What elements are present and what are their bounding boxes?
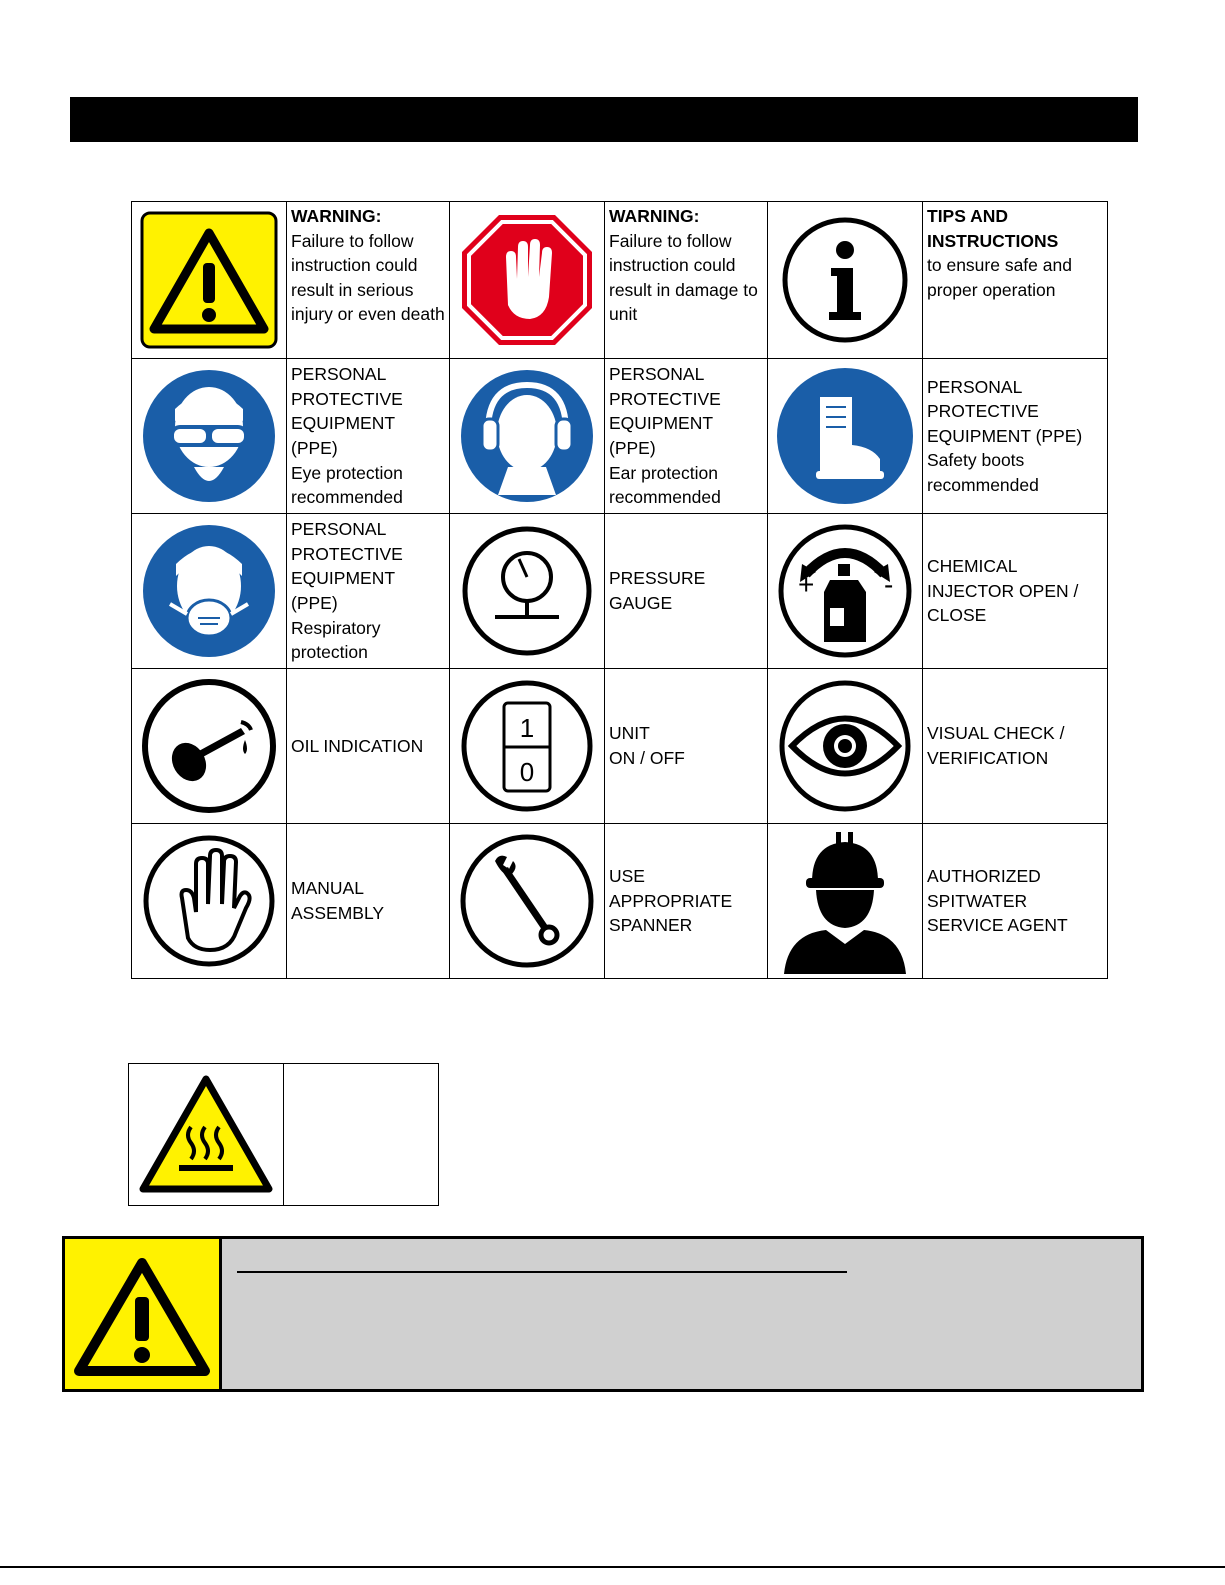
symbol-line: PRESSURE [609, 568, 706, 589]
hand-icon [132, 834, 286, 968]
warning-triangle-icon [65, 1239, 219, 1389]
eye-protection-icon [132, 369, 286, 503]
symbol-text-cell [287, 202, 450, 359]
symbol-line: (PPE) [609, 438, 656, 458]
ear-protection-icon [450, 369, 604, 503]
symbol-title: WARNING: [609, 206, 700, 226]
warning-callout-box [62, 1236, 1144, 1392]
symbol-icon-cell [768, 824, 923, 979]
symbol-text-cell [287, 359, 450, 514]
symbol-icon-cell [132, 824, 287, 979]
info-icon [768, 216, 922, 344]
symbol-line: PROTECTIVE [291, 543, 403, 564]
symbol-line: VISUAL CHECK / [927, 723, 1065, 744]
symbol-text-cell [923, 514, 1108, 669]
symbol-icon-cell [450, 202, 605, 359]
chemical-injector-icon [768, 524, 922, 658]
symbol-text-cell [923, 824, 1108, 979]
symbol-line: protection [291, 642, 368, 663]
symbol-line: instruction could [291, 255, 418, 276]
symbol-title: WARNING: [291, 206, 382, 226]
symbol-line: AUTHORIZED [927, 866, 1041, 887]
symbol-line: EQUIPMENT [291, 568, 396, 589]
symbol-icon-cell [768, 514, 923, 669]
symbol-line: UNIT [609, 723, 650, 744]
symbol-text-cell [287, 514, 450, 669]
symbol-line: EQUIPMENT [609, 413, 714, 434]
symbol-line: ON / OFF [609, 748, 685, 768]
symbol-line: GAUGE [609, 593, 673, 613]
symbol-line: Eye protection [291, 462, 403, 483]
symbol-icon-cell [450, 669, 605, 824]
symbol-line: recommended [927, 474, 1039, 495]
symbol-line: SERVICE AGENT [927, 915, 1068, 936]
symbol-line: PERSONAL [291, 364, 387, 385]
symbol-line: Ear protection [609, 462, 718, 483]
symbol-icon-cell [768, 669, 923, 824]
symbol-line: result in damage to [609, 279, 758, 300]
symbol-icon-cell [450, 359, 605, 514]
symbol-text-cell [605, 824, 768, 979]
pressure-gauge-icon [450, 525, 604, 657]
symbol-icon-cell [132, 669, 287, 824]
symbol-text-cell [923, 669, 1108, 824]
symbol-text-cell [923, 359, 1108, 514]
symbol-line: EQUIPMENT [291, 413, 396, 434]
service-agent-icon [768, 828, 922, 974]
symbol-text-cell [287, 669, 450, 824]
warning-callout-icon-box [65, 1239, 222, 1389]
symbol-line: Respiratory [291, 617, 381, 638]
footer-rule [0, 1566, 1225, 1568]
symbol-line: PERSONAL [291, 519, 387, 540]
safety-symbols-table [131, 201, 1108, 979]
symbol-line: Failure to follow [291, 230, 414, 251]
injector-plus-sign: + [798, 569, 815, 600]
symbol-line: SPITWATER [927, 890, 1028, 911]
symbol-line: EQUIPMENT (PPE) [927, 425, 1083, 446]
symbol-line: CLOSE [927, 605, 987, 626]
symbol-line: PERSONAL [609, 364, 705, 385]
symbol-text-cell [605, 514, 768, 669]
symbol-line: PROTECTIVE [291, 388, 403, 409]
symbol-line: result in serious [291, 279, 414, 300]
symbol-text-cell [605, 359, 768, 514]
symbol-line: PERSONAL [927, 376, 1023, 397]
switch-off-label: 0 [519, 757, 535, 787]
eye-icon [768, 679, 922, 813]
symbol-line: PROTECTIVE [609, 388, 721, 409]
hot-surface-text-cell [284, 1064, 439, 1206]
symbol-icon-cell [132, 202, 287, 359]
hot-surface-icon-cell [129, 1064, 284, 1206]
symbol-line: SPANNER [609, 915, 693, 936]
symbol-line: (PPE) [291, 438, 338, 458]
symbol-line: proper operation [927, 279, 1056, 300]
symbol-line: APPROPRIATE [609, 890, 733, 911]
symbol-icon-cell [132, 359, 287, 514]
oil-can-icon [132, 678, 286, 814]
symbol-line: PROTECTIVE [927, 401, 1039, 422]
symbol-icon-cell [768, 202, 923, 359]
symbol-icon-cell [132, 514, 287, 669]
on-off-switch-icon [450, 679, 604, 813]
symbol-line: to ensure safe and [927, 255, 1072, 276]
respirator-icon [132, 524, 286, 658]
symbol-text-cell [287, 824, 450, 979]
symbol-line: recommended [609, 487, 721, 508]
symbol-icon-cell [450, 824, 605, 979]
symbol-line: recommended [291, 487, 403, 508]
symbol-title: TIPS AND INSTRUCTIONS [927, 206, 1059, 251]
injector-minus-sign: - [884, 569, 894, 600]
symbol-line: INJECTOR OPEN / [927, 580, 1079, 601]
symbol-line: MANUAL [291, 878, 364, 899]
stop-hand-icon [450, 213, 604, 347]
symbol-line: injury or even death [291, 304, 445, 325]
warning-heading-underline [237, 1271, 847, 1273]
symbol-line: OIL INDICATION [291, 735, 424, 756]
warning-triangle-icon [132, 211, 286, 349]
symbol-text-cell [605, 669, 768, 824]
symbol-line: Failure to follow [609, 230, 732, 251]
hot-surface-table [128, 1063, 439, 1206]
symbol-line: instruction could [609, 255, 736, 276]
symbol-line: (PPE) [291, 593, 338, 613]
safety-boot-icon [768, 367, 922, 505]
symbol-line: unit [609, 304, 638, 325]
symbol-text-cell [923, 202, 1108, 359]
symbol-line: USE [609, 866, 645, 887]
symbol-line: VERIFICATION [927, 748, 1049, 768]
switch-on-label: 1 [519, 713, 535, 743]
symbol-line: CHEMICAL [927, 556, 1018, 577]
symbol-line: Safety boots [927, 450, 1025, 471]
hot-surface-icon [129, 1075, 283, 1195]
section-header-bar [70, 97, 1138, 142]
symbol-line: ASSEMBLY [291, 903, 385, 923]
spanner-icon [450, 833, 604, 969]
symbol-icon-cell [450, 514, 605, 669]
symbol-text-cell [605, 202, 768, 359]
symbol-icon-cell [768, 359, 923, 514]
